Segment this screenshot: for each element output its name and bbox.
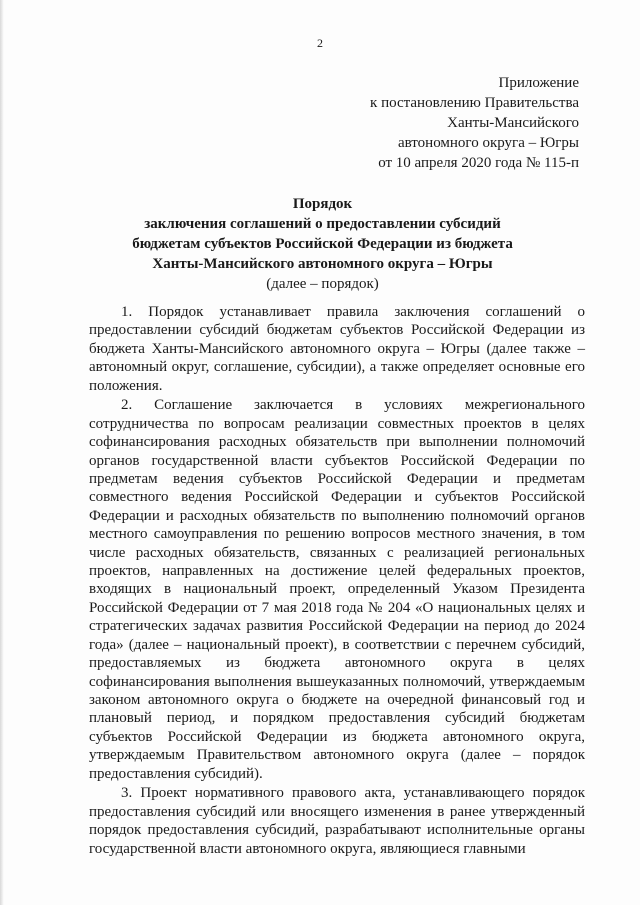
title-line: Ханты-Мансийского автономного округа – Югры — [152, 256, 493, 272]
document-title — [60, 194, 585, 294]
appendix-header — [259, 73, 579, 173]
title-line: заключения соглашений о предоставлении субсидий — [144, 216, 501, 232]
appendix-line: автономного округа – Югры — [397, 135, 579, 151]
appendix-line: Ханты-Мансийского — [447, 115, 579, 131]
scan-edge — [0, 0, 4, 905]
appendix-line: от 10 апреля 2020 года № 115-п — [378, 155, 579, 171]
paragraph: 1. Порядок устанавливает правила заключения соглашений о предоставлении субсидий бюджетам субъектов Российской Федерации из бюджета Ханты-Мансийского автономного округа – Югры (далее также – автономный округ, соглашение, субсидии), а также определяет основные его положения. — [89, 304, 585, 394]
document-body — [89, 303, 585, 859]
appendix-line: Приложение — [498, 75, 579, 91]
appendix-line: к постановлению Правительства — [370, 95, 579, 111]
title-line: Порядок — [292, 196, 353, 212]
title-line: бюджетам субъектов Российской Федерации из бюджета — [132, 236, 513, 252]
paragraph: 2. Соглашение заключается в условиях межрегионального сотрудничества по вопросам реализации совместных проектов в целях софинансирования расходных обязательств при выполнении полномочий органов государственной власти субъектов Российской Федерации по предметам ведения субъектов Российской Федерации и предметам совместного ведения Российской Федерации и субъектов Российской Федерации и расходных обязательств по выполнению полномочий органов местного самоуправления по решению вопросов местного значения, в том числе расходных обязательств, связанных с реализацией региональных проектов, направленных на достижение целей федеральных проектов, входящих в национальный проект, определенный Указом Президента Российской Федерации от 7 мая 2018 года № 204 «О национальных целях и стратегических задачах развития Российской Федерации на период до 2024 года» (далее – национальный проект), в соответствии с перечнем субсидий, предоставляемых из бюджета автономного округа в целях софинансирования выполнения вышеуказанных полномочий, утверждаемым законом автономного округа о бюджете на очередной финансовый год и плановый период, и порядком предоставления субсидий бюджетам субъектов Российской Федерации из бюджета автономного округа, утверждаемым Правительством автономного округа (далее – порядок предоставления субсидий). — [89, 397, 585, 782]
paragraph: 3. Проект нормативного правового акта, устанавливающего порядок предоставления субсидий или вносящего изменения в ранее утвержденный порядок предоставления субсидий, разрабатывают исполнительные органы государственной власти автономного округа, являющиеся главными — [89, 785, 585, 857]
page-number: 2 — [317, 36, 323, 50]
title-subline: (далее – порядок) — [266, 276, 379, 292]
